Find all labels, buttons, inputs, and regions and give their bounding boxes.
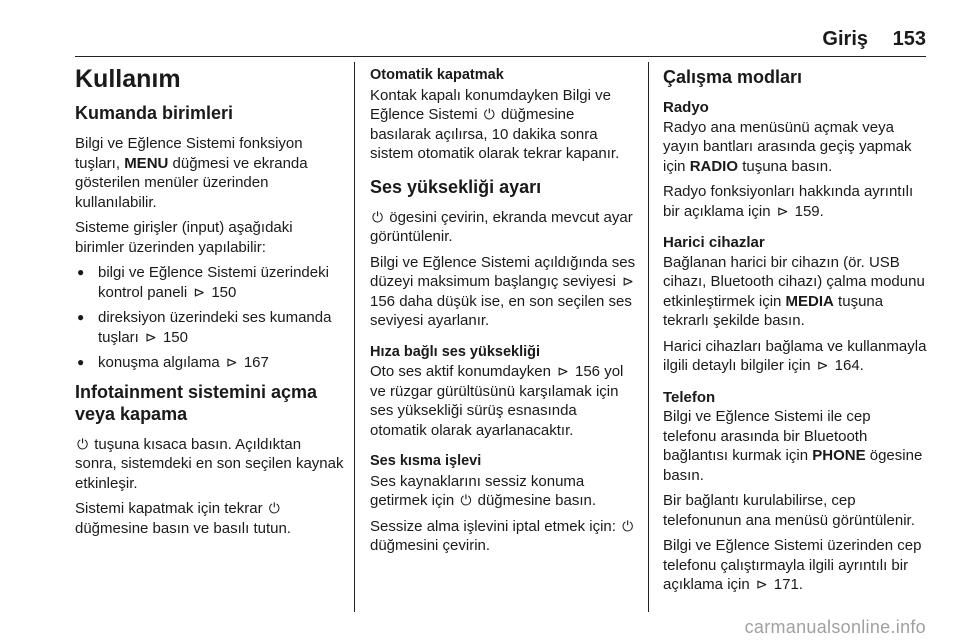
page-ref-icon: ⊳ [193, 283, 206, 300]
paragraph: ⏻ tuşuna kısaca basın. Açıldıktan sonra, sistemdeki en son seçilen kaynak etkinleşir. [75, 435, 344, 492]
section-title: Giriş [822, 28, 868, 50]
volume-knob-icon: ⏻ [372, 208, 384, 225]
page-ref[interactable]: 171. [773, 576, 803, 593]
column-2 [370, 66, 636, 562]
paragraph: Ses kaynaklarını sessiz konuma getirmek için ⏻ düğmesine basın. [370, 472, 597, 509]
input-units-list [75, 263, 345, 373]
column-1 [75, 64, 345, 544]
column-3 [663, 66, 927, 601]
page-ref[interactable]: 156 [575, 363, 601, 380]
paragraph: Bağlanan harici bir cihazın (ör. USB cihazı, Bluetooth cihazı) çalma modunu etkinleştirmek için MEDIA tuşuna tekrarlı şekilde basın. [663, 253, 925, 329]
page-ref[interactable]: 150 [162, 328, 188, 346]
paragraph: Bilgi ve Eğlence Sistemi üzerinden cep telefonu çalıştırmayla ilgili ayrıntılı bir açıklama için ⊳ 171. [663, 537, 922, 593]
watermark: carmanualsonline.info [744, 617, 926, 637]
page-ref-icon: ⊳ [776, 202, 789, 219]
column-divider [648, 62, 649, 612]
paragraph: Bir bağlantı kurulabilirse, cep telefonunun ana menüsü görüntülenir. [663, 492, 915, 529]
heading-operating-modes: Çalışma modları [663, 67, 803, 87]
paragraph: Radyo ana menüsünü açmak veya yayın bantları arasında geçiş yapmak için RADIO tuşuna basın. [663, 118, 912, 175]
phone-key: PHONE [812, 447, 866, 464]
heading-control-units: Kumanda birimleri [75, 103, 234, 123]
paragraph: Bilgi ve Eğlence Sistemi ile cep telefonu arasında bir Bluetooth bağlantısı kurmak için PHONE ögesine basın. [663, 408, 923, 484]
page-ref-icon: ⊳ [816, 357, 829, 373]
power-icon: ⏻ [77, 435, 89, 452]
paragraph: Kontak kapalı konumdayken Bilgi ve Eğlence Sistemi ⏻ düğmesine basılarak açılırsa, 10 dakika sonra sistem otomatik olarak tekrar kapanır. [370, 86, 620, 162]
paragraph: Radyo fonksiyonları hakkında ayrıntılı bir açıklama için ⊳ 159. [663, 183, 914, 220]
heading-volume: Ses yüksekliği ayarı [370, 176, 542, 197]
page-ref-icon: ⊳ [225, 354, 238, 370]
radio-key: RADIO [689, 157, 739, 175]
paragraph: Bilgi ve Eğlence Sistemi fonksiyon tuşları, MENU düğmesi ve ekranda gösterilen menüler üzerinden kullanılabilir. [75, 135, 308, 211]
page-ref[interactable]: 156 [370, 292, 396, 310]
chapter-title: Kullanım [75, 65, 181, 93]
column-divider [354, 62, 355, 612]
page-ref[interactable]: 167 [243, 354, 269, 371]
page-ref[interactable]: 159. [794, 202, 824, 220]
volume-knob-icon: ⏻ [622, 517, 634, 534]
page-header [75, 24, 926, 57]
paragraph: Sessize alma işlevini iptal etmek için: ⏻ düğmesini çevirin. [370, 517, 634, 554]
page-ref-icon: ⊳ [622, 273, 634, 289]
list-item: ● direksiyon üzerindeki ses kumanda tuşları ⊳ 150 [75, 308, 345, 347]
list-item: ● bilgi ve Eğlence Sistemi üzerindeki kontrol paneli ⊳ 150 [75, 263, 345, 302]
page-ref-icon: ⊳ [557, 363, 569, 379]
menu-key: MENU [124, 154, 169, 172]
list-item: ● konuşma algılama ⊳ 167 [75, 353, 345, 373]
heading-mute: Ses kısma işlevi [370, 453, 482, 469]
paragraph: Sisteme girişler (input) aşağıdaki birimler üzerinden yapılabilir: [75, 219, 293, 256]
paragraph: Oto ses aktif konumdayken ⊳ 156 yol ve rüzgar gürültüsünü karşılamak için ses yüksekliği sürüş esnasında otomatik olarak ayarlanacaktır. [370, 363, 624, 439]
heading-radio: Radyo [663, 99, 709, 116]
page-ref-icon: ⊳ [145, 328, 157, 345]
paragraph: Bilgi ve Eğlence Sistemi açıldığında ses düzeyi maksimum başlangıç seviyesi ⊳ 156 daha düşük ise, en son seçilen ses seviyesi ayarlanır. [370, 253, 636, 329]
paragraph: ⏻ ögesini çevirin, ekranda mevcut ayar görüntülenir. [370, 208, 633, 245]
media-key: MEDIA [785, 292, 834, 310]
page-ref-icon: ⊳ [755, 576, 768, 592]
power-icon: ⏻ [483, 106, 495, 122]
page-number: 153 [892, 28, 926, 50]
heading-speed-volume: Hıza bağlı ses yüksekliği [370, 343, 541, 360]
power-icon: ⏻ [268, 500, 280, 516]
heading-auto-off: Otomatik kapatmak [370, 67, 504, 83]
page-ref[interactable]: 150 [211, 283, 237, 301]
page-ref[interactable]: 164. [834, 357, 864, 374]
heading-external-devices: Harici cihazlar [663, 234, 765, 251]
heading-phone: Telefon [663, 388, 716, 406]
paragraph: Sistemi kapatmak için tekrar ⏻ düğmesine basın ve basılı tutun. [75, 500, 291, 537]
power-icon: ⏻ [460, 492, 472, 508]
heading-power: Infotainment sistemini açma veya kapama [75, 381, 318, 424]
paragraph: Harici cihazları bağlama ve kullanmayla ilgili detaylı bilgiler için ⊳ 164. [663, 337, 927, 374]
